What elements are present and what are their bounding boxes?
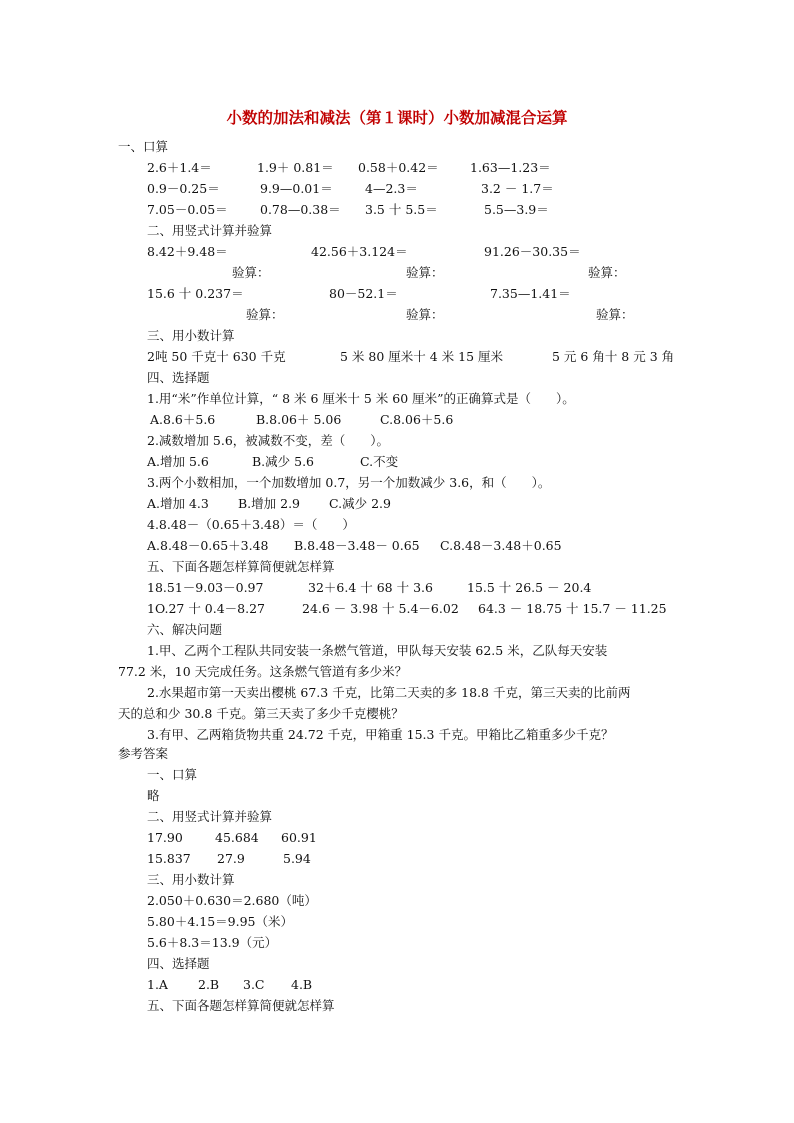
vertical-problem: 91.26－30.35＝ xyxy=(484,244,581,259)
word-problem-line: 3.有甲、乙两箱货物共重 24.72 千克，甲箱重 15.3 千克。甲箱比乙箱重多少千克？ xyxy=(147,727,614,742)
answer-choice: 3.C xyxy=(243,977,265,992)
simplify-problem: 18.51－9.03－0.97 xyxy=(147,580,264,595)
choice-question: 3.两个小数相加，一个加数增加 0.7，另一个加数减少 3.6，和（ ）。 xyxy=(147,475,551,490)
answer-value: 15.837 xyxy=(147,851,191,866)
answer-value: 45.684 xyxy=(215,830,259,845)
oral-item: 5.5—3.9＝ xyxy=(484,202,549,217)
oral-item: 9.9—0.01＝ xyxy=(260,181,333,196)
choice-question: 4.8.48－（0.65＋3.48）＝（ ） xyxy=(147,517,355,532)
simplify-problem: 32＋6.4 十 68 十 3.6 xyxy=(308,580,433,595)
answer-value: 17.90 xyxy=(147,830,183,845)
simplify-problem: 64.3 － 18.75 十 15.7 － 11.25 xyxy=(478,601,667,616)
answer-value: 27.9 xyxy=(217,851,245,866)
oral-item: 0.78—0.38＝ xyxy=(260,202,341,217)
section-heading-word-problems: 六、解决问题 xyxy=(147,622,223,637)
word-problem-line: 77.2 米，10 天完成任务。这条燃气管道有多少米？ xyxy=(118,664,408,679)
vertical-problem: 15.6 十 0.237＝ xyxy=(147,286,244,301)
vertical-problem: 42.56＋3.124＝ xyxy=(311,244,408,259)
answer-line: 2.050＋0.630＝2.680（吨） xyxy=(147,893,317,908)
oral-item: 2.6＋1.4＝ xyxy=(147,160,212,175)
check-label: 验算： xyxy=(588,265,626,280)
simplify-problem: 15.5 十 26.5 － 20.4 xyxy=(467,580,592,595)
check-label: 验算： xyxy=(406,265,444,280)
answer-line: 5.80＋4.15＝9.95（米） xyxy=(147,914,293,929)
choice-option: A.增加 4.3 xyxy=(147,496,209,511)
oral-item: 0.9－0.25＝ xyxy=(147,181,220,196)
answer-text: 略 xyxy=(147,788,160,803)
answer-choice: 4.B xyxy=(291,977,313,992)
oral-item: 0.58＋0.42＝ xyxy=(358,160,439,175)
choice-question: 1.用“米”作单位计算，“ 8 米 6 厘米十 5 米 60 厘米”的正确算式是（ ）。 xyxy=(147,391,575,406)
word-problem-line: 2.水果超市第一天卖出樱桃 67.3 千克，比第二天卖的多 18.8 千克，第三天卖的比前两 xyxy=(147,685,631,700)
simplify-problem: 24.6 － 3.98 十 5.4－6.02 xyxy=(302,601,459,616)
choice-option: A.8.6＋5.6 xyxy=(150,412,216,427)
section-heading-vertical: 二、用竖式计算并验算 xyxy=(147,223,273,238)
choice-option: B.增加 2.9 xyxy=(238,496,301,511)
answer-section-heading: 三、用小数计算 xyxy=(147,872,235,887)
check-label: 验算： xyxy=(596,307,634,322)
decimal-problem: 5 元 6 角十 8 元 3 角 xyxy=(552,349,675,364)
choice-option: B.8.48－3.48－ 0.65 xyxy=(294,538,420,553)
choice-option: A.增加 5.6 xyxy=(147,454,209,469)
answer-choice: 1.A xyxy=(147,977,168,992)
check-label: 验算： xyxy=(246,307,284,322)
choice-question: 2.减数增加 5.6，被减数不变，差（ ）。 xyxy=(147,433,390,448)
section-heading-simplify: 五、下面各题怎样算简便就怎样算 xyxy=(147,559,335,574)
vertical-problem: 80－52.1＝ xyxy=(329,286,398,301)
decimal-problem: 5 米 80 厘米十 4 米 15 厘米 xyxy=(340,349,504,364)
vertical-problem: 7.35—1.41＝ xyxy=(490,286,571,301)
oral-item: 3.2 － 1.7＝ xyxy=(481,181,554,196)
answer-value: 60.91 xyxy=(281,830,317,845)
check-label: 验算： xyxy=(232,265,270,280)
answer-value: 5.94 xyxy=(283,851,311,866)
simplify-problem: 1O.27 十 0.4－8.27 xyxy=(147,601,266,616)
choice-option: A.8.48－0.65＋3.48 xyxy=(147,538,269,553)
answer-line: 5.6＋8.3＝13.9（元） xyxy=(147,935,278,950)
answer-section-heading: 四、选择题 xyxy=(147,956,210,971)
check-label: 验算： xyxy=(406,307,444,322)
choice-option: C.减少 2.9 xyxy=(329,496,391,511)
answer-section-heading: 一、口算 xyxy=(147,767,198,782)
choice-option: B.减少 5.6 xyxy=(252,454,315,469)
oral-item: 4—2.3＝ xyxy=(365,181,418,196)
section-heading-oral: 一、口算 xyxy=(118,139,169,154)
choice-option: C.8.06＋5.6 xyxy=(380,412,454,427)
oral-item: 1.9＋ 0.81＝ xyxy=(257,160,334,175)
choice-option: C.8.48－3.48＋0.65 xyxy=(440,538,562,553)
vertical-problem: 8.42＋9.48＝ xyxy=(147,244,228,259)
decimal-problem: 2吨 50 千克十 630 千克 xyxy=(147,349,286,364)
oral-item: 3.5 十 5.5＝ xyxy=(365,202,438,217)
answer-choice: 2.B xyxy=(198,977,220,992)
word-problem-line: 天的总和少 30.8 千克。第三天卖了多少千克樱桃？ xyxy=(118,706,404,721)
section-heading-decimal: 三、用小数计算 xyxy=(147,328,235,343)
answer-section-heading: 二、用竖式计算并验算 xyxy=(147,809,273,824)
answer-section-heading: 五、下面各题怎样算简便就怎样算 xyxy=(147,998,335,1013)
oral-item: 7.05－0.05＝ xyxy=(147,202,228,217)
page-title: 小数的加法和减法（第１课时）小数加减混合运算 xyxy=(226,108,568,127)
choice-option: C.不变 xyxy=(360,454,399,469)
word-problem-line: 1.甲、乙两个工程队共同安装一条燃气管道，甲队每天安装 62.5 米，乙队每天安装 xyxy=(147,643,608,658)
choice-option: B.8.06＋ 5.06 xyxy=(256,412,342,427)
oral-item: 1.63—1.23＝ xyxy=(470,160,551,175)
section-heading-choice: 四、选择题 xyxy=(147,370,210,385)
answers-heading: 参考答案 xyxy=(118,746,169,761)
